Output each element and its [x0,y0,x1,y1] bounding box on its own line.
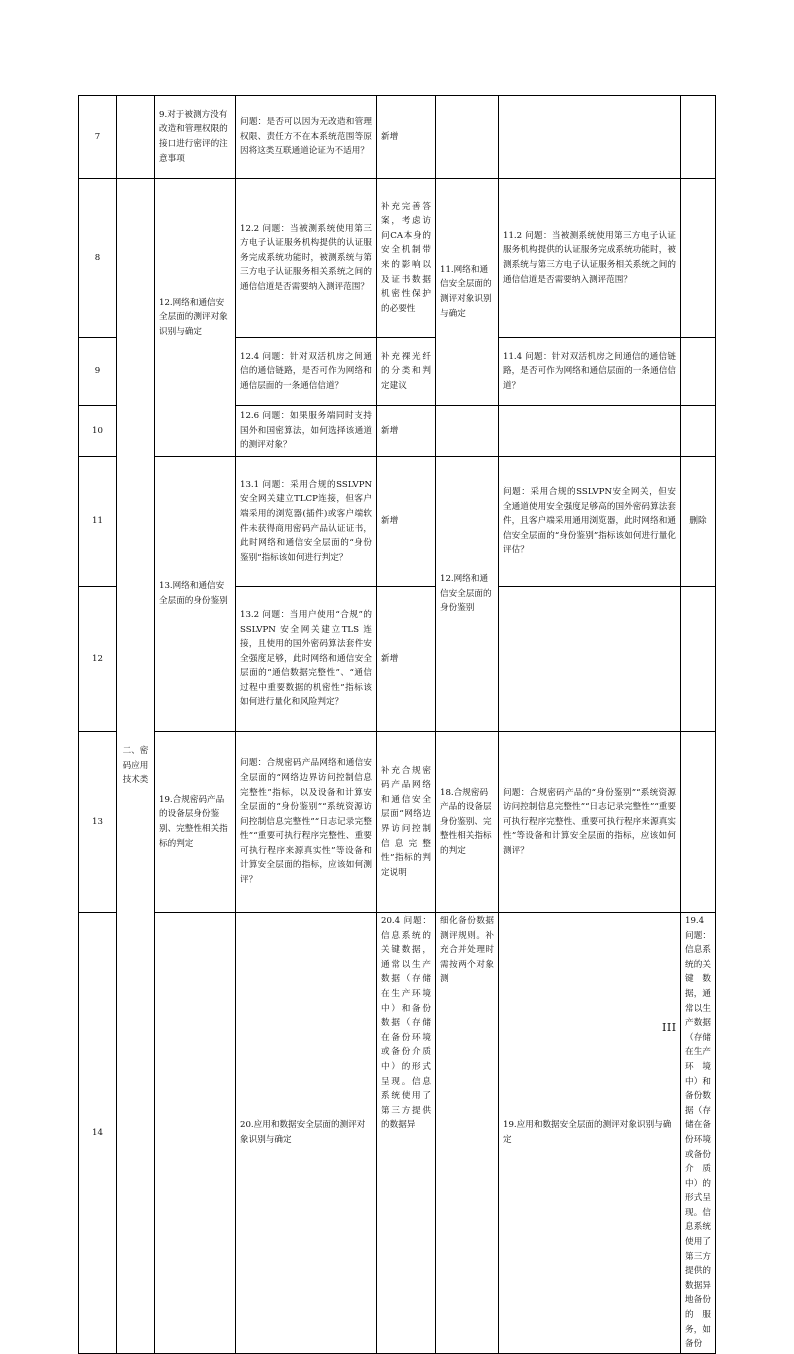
old-question [499,96,681,179]
page-number: III [662,1021,677,1034]
action [681,179,716,338]
change-status: 新增 [377,406,436,457]
new-question: 12.2 问题：当被测系统使用第三方电子认证服务机构提供的认证服务完成系统功能时，被测系统与第三方电子认证服务相关系统之间的通信信道是否需要纳入测评范围？ [236,179,377,338]
new-topic: 12.网络和通信安全层面的测评对象识别与确定 [155,179,236,457]
old-topic [436,406,499,457]
change-status: 新增 [377,587,436,732]
new-question: 20.4 问题：信息系统的关键数据，通常以生产数据（存储在生产环境中）和备份数据（存储在备份环境或备份介质中）的形式呈现。信息系统使用了第三方提供的数据异 [377,913,436,1354]
row-number: 7 [79,96,117,179]
table-row [79,732,716,913]
row-number: 9 [79,338,117,406]
table-row [79,913,716,1354]
category-cell-empty [155,913,236,1354]
new-topic: 20.应用和数据安全层面的测评对象识别与确定 [236,913,377,1354]
action [681,732,716,913]
category-cell: 二、密码应用技术类 [117,179,155,1354]
old-question: 11.2 问题：当被测系统使用第三方电子认证服务机构提供的认证服务完成系统功能时，被测系统与第三方电子认证服务相关系统之间的通信信道是否需要纳入测评范围？ [499,179,681,338]
change-status: 新增 [377,457,436,587]
row-number: 11 [79,457,117,587]
table-row [79,457,716,587]
old-question: 11.4 问题：针对双活机房之间通信的通信链路，是否可作为网络和通信层面的一条通信信道？ [499,338,681,406]
old-topic: 18.合规密码产品的设备层身份鉴别、完整性相关指标的判定 [436,732,499,913]
new-question: 问题：合规密码产品网络和通信安全层面的“网络边界访问控制信息完整性”指标，以及设备和计算安全层面的“身份鉴别”“系统资源访问控制信息完整性”“日志记录完整性”“重要可执行程序完整性、重要可执行程序来源真实性”等设备和计算安全层面的指标，应该如何测评？ [236,732,377,913]
change-status: 细化备份数据测评规则。补充合并处理时需按两个对象测 [436,913,499,1354]
old-topic [436,96,499,179]
new-topic: 9.对于被测方没有改造和管理权限的接口进行密评的注意事项 [155,96,236,179]
row-number: 8 [79,179,117,338]
category-cell-empty [117,96,155,179]
action [681,406,716,457]
change-status: 补充合规密码产品网络和通信安全层面“网络边界访问控制信息完整性”指标的判定说明 [377,732,436,913]
new-question: 13.2 问题：当用户使用“合规”的 SSLVPN 安全网关建立TLS 连接，且使用的国外密码算法套件安全强度足够，此时网络和通信安全层面的“通信数据完整性”、“通信过程中重要数据的机密性”指标该如何进行量化和风险判定？ [236,587,377,732]
row-number: 14 [79,913,117,1354]
new-question: 13.1 问题：采用合规的SSLVPN安全网关建立TLCP连接，但客户端采用的浏览器(插件)或客户端软件未获得商用密码产品认证证书，此时网络和通信安全层面的“身份鉴别”指标该如何进行判定？ [236,457,377,587]
old-question: 问题：采用合规的SSLVPN安全网关，但安全通道使用安全强度足够高的国外密码算法套件，且客户端采用通用浏览器，此时网络和通信安全层面的“身份鉴别”指标该如何进行量化评估？ [499,457,681,587]
action: 删除 [681,457,716,587]
row-number: 12 [79,587,117,732]
old-question: 19.4 问题：信息系统的关键数据，通常以生产数据（存储在生产环境中）和备份数据（存储在备份环境或备份介质中）的形式呈现。信息系统使用了第三方提供的数据异地备份的服务，如备份 [681,913,716,1354]
old-question [499,587,681,732]
old-question [499,406,681,457]
table-row [79,96,716,179]
new-question: 问题：是否可以因为无改造和管理权限、责任方不在本系统范围等原因将这类互联通道论证为不适用？ [236,96,377,179]
action [681,96,716,179]
revision-table [78,95,716,1354]
change-status: 补充完善答案，考虑访问CA本身的安全机制带来的影响以及证书数据机密性保护的必要性 [377,179,436,338]
action [681,338,716,406]
action [681,587,716,732]
new-question: 12.6 问题：如果服务端同时支持国外和国密算法，如何选择该通道的测评对象？ [236,406,377,457]
new-topic: 13.网络和通信安全层面的身份鉴别 [155,457,236,732]
row-number: 10 [79,406,117,457]
old-topic: 11.网络和通信安全层面的测评对象识别与确定 [436,179,499,406]
new-question: 12.4 问题：针对双活机房之间通信的通信链路，是否可作为网络和通信层面的一条通信信道？ [236,338,377,406]
new-topic: 19.合规密码产品的设备层身份鉴别、完整性相关指标的判定 [155,732,236,913]
old-topic: 19.应用和数据安全层面的测评对象识别与确定 [499,913,681,1354]
old-topic: 12.网络和通信安全层面的身份鉴别 [436,457,499,732]
old-question: 问题：合规密码产品的“身份鉴别”“系统资源访问控制信息完整性”“日志记录完整性”“重要可执行程序完整性、重要可执行程序来源真实性”等设备和计算安全层面的指标，应该如何测评？ [499,732,681,913]
row-number: 13 [79,732,117,913]
change-status: 新增 [377,96,436,179]
change-status: 补充裸光纤的分类和判定建议 [377,338,436,406]
table-row [79,179,716,338]
